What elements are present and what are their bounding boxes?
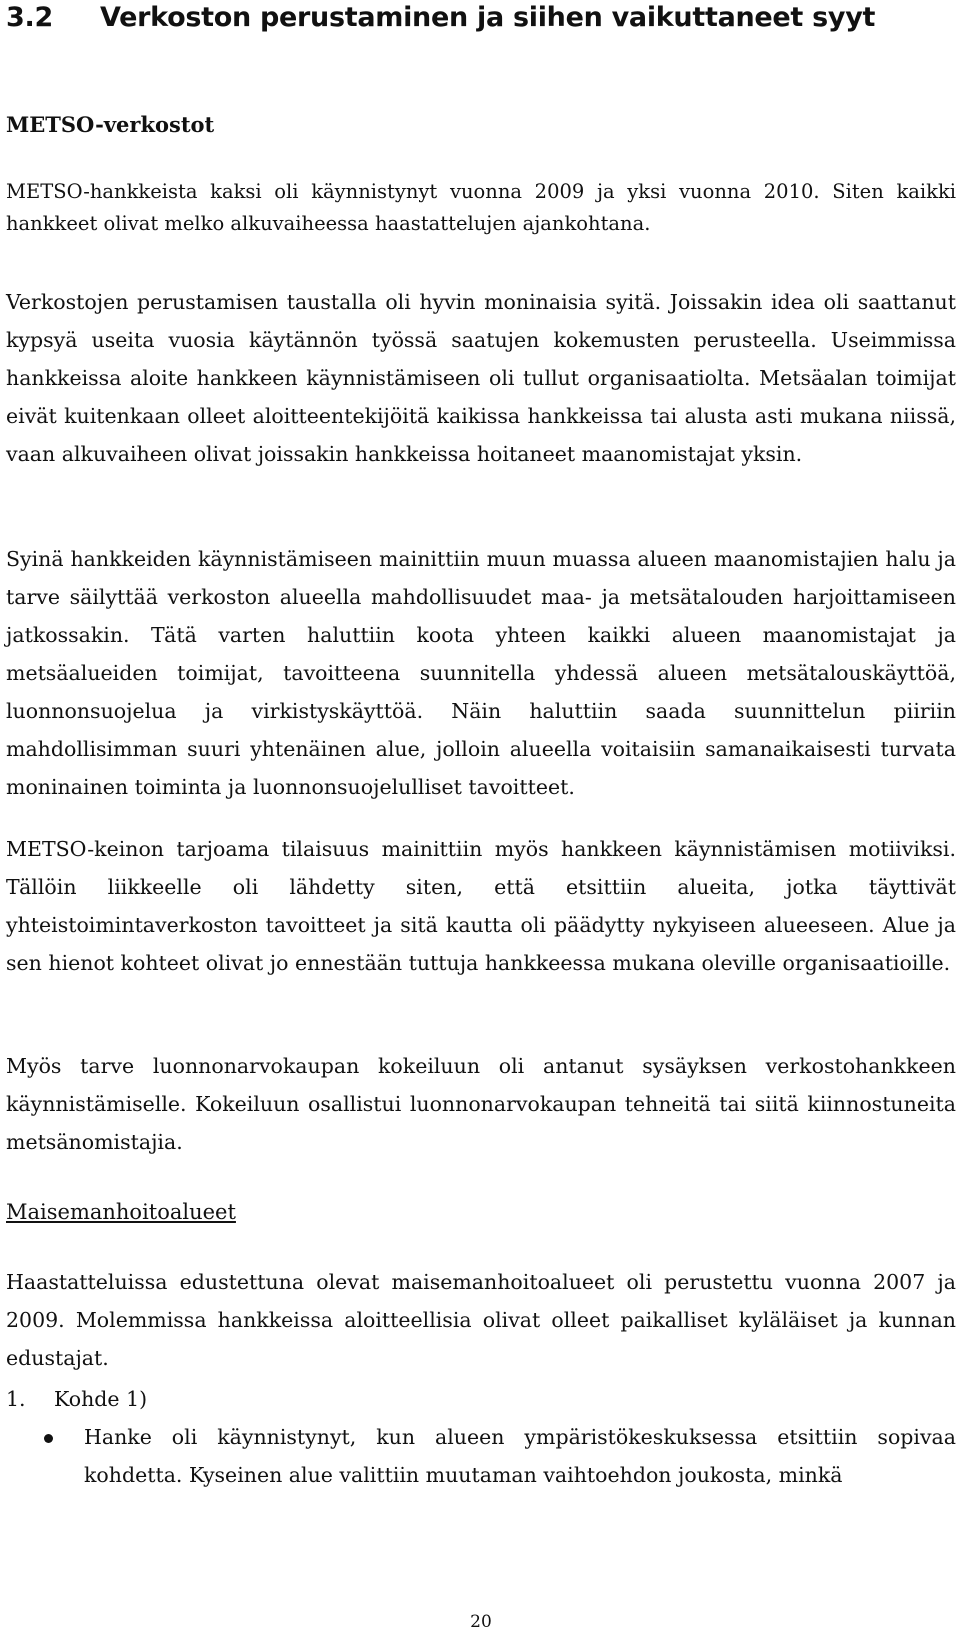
paragraph-2: Verkostojen perustamisen taustalla oli hyvin moninaisia syitä. Joissakin idea oli saattanut kypsyä useita vuosia käytännön työssä saatujen kokemusten perusteella. Useimmissa hankkeissa aloite hankkeen käynnistämiseen oli tullut organisaatiolta. Metsäalan toimijat eivät kuitenkaan olleet aloitteentekijöitä kaikissa hankkeissa tai alusta asti mukana niissä, vaan alkuvaiheen olivat joissakin hankkeissa hoitaneet maanomistajat yksin. — [6, 290, 956, 466]
paragraph-4: METSO-keinon tarjoama tilaisuus mainittiin myös hankkeen käynnistämisen motiiviksi. Tällöin liikkeelle oli lähdetty siten, että etsittiin alueita, jotka täyttivät yhteistoimintaverkoston tavoitteet ja sitä kautta oli päädytty nykyiseen alueeseen. Alue ja sen hienot kohteet olivat jo ennestään tuttuja hankkeessa mukana oleville organisaatioille. — [6, 837, 956, 975]
list-number: 1. — [6, 1387, 26, 1411]
metso-heading: METSO-verkostot — [6, 112, 215, 137]
bullet-icon — [44, 1434, 53, 1443]
list-item-kohde-1 — [6, 1380, 147, 1418]
paragraph-5: Myös tarve luonnonarvokaupan kokeiluun oli antanut sysäyksen verkostohankkeen käynnistämiselle. Kokeiluun osallistui luonnonarvokaupan tehneitä tai siitä kiinnostuneita metsänomistajia. — [6, 1054, 956, 1154]
bullet-text: Hanke oli käynnistynyt, kun alueen ympäristökeskuksessa etsittiin sopivaa kohdetta. Kyseinen alue valittiin muutaman vaihtoehdon joukosta, minkä — [84, 1425, 956, 1487]
section-heading — [6, 2, 875, 33]
page-number: 20 — [470, 1612, 492, 1632]
paragraph-6: Haastatteluissa edustettuna olevat maisemanhoitoalueet oli perustettu vuonna 2007 ja 2009. Molemmissa hankkeissa aloitteellisia olivat olleet paikalliset kyläläiset ja kunnan edustajat. — [6, 1270, 956, 1370]
maisema-heading: Maisemanhoitoalueet — [6, 1200, 236, 1224]
list-label: Kohde 1) — [54, 1387, 148, 1411]
section-title: Verkoston perustaminen ja siihen vaikuttaneet syyt — [100, 2, 876, 33]
paragraph-3: Syinä hankkeiden käynnistämiseen mainittiin muun muassa alueen maanomistajien halu ja tarve säilyttää verkoston alueella mahdollisuudet maa- ja metsätalouden harjoittamiseen jatkossakin. Tätä varten haluttiin koota yhteen kaikki alueen maanomistajat ja metsäalueiden toimijat, tavoitteena suunnitella yhdessä alueen metsätalouskäyttöä, luonnonsuojelua ja virkistyskäyttöä. Näin haluttiin saada suunnittelun piiriin mahdollisimman suuri yhtenäinen alue, jolloin alueella voitaisiin samanaikaisesti turvata moninainen toiminta ja luonnonsuojelulliset tavoitteet. — [6, 547, 956, 799]
paragraph-1: METSO-hankkeista kaksi oli käynnistynyt vuonna 2009 ja yksi vuonna 2010. Siten kaikki hankkeet olivat melko alkuvaiheessa haastattelujen ajankohtana. — [6, 180, 956, 235]
section-number: 3.2 — [6, 2, 53, 33]
